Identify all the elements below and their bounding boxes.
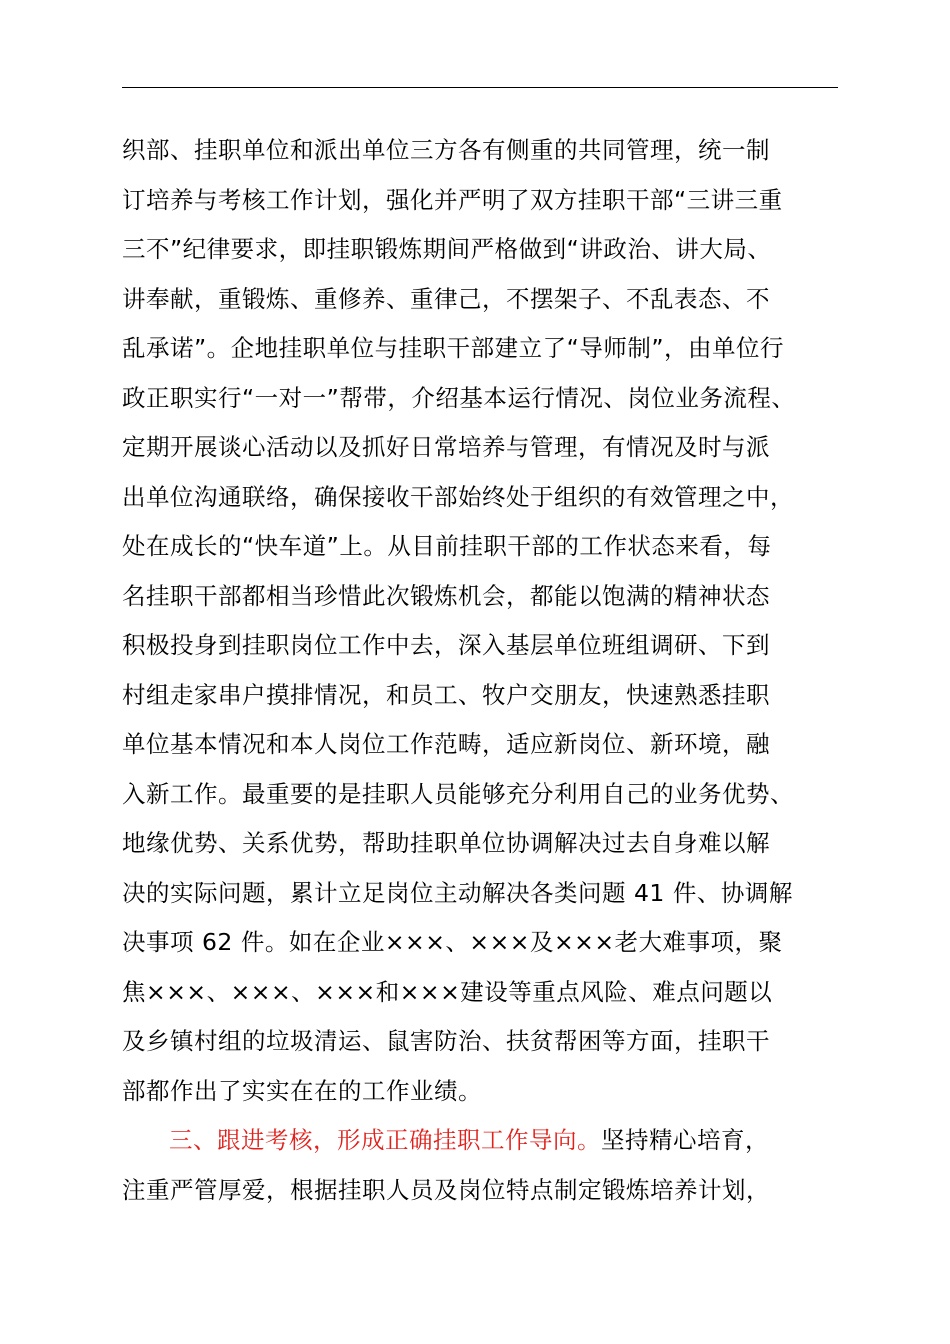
- text-line: 部都作出了实实在在的工作业绩。: [122, 1076, 482, 1105]
- text-line: 单位基本情况和本人岗位工作范畴，适应新岗位、新环境，融: [122, 730, 770, 758]
- text-line: 焦×××、×××、×××和×××建设等重点风险、难点问题以: [122, 977, 773, 1006]
- text-line: 及乡镇村组的垃圾清运、鼠害防治、扶贫帮困等方面，挂职干: [122, 1027, 770, 1055]
- text-line: 订培养与考核工作计划，强化并严明了双方挂职干部“三讲三重: [122, 185, 783, 214]
- text-line: 积极投身到挂职岗位工作中去，深入基层单位班组调研、下到: [122, 631, 770, 659]
- paragraph-1: [122, 126, 852, 1116]
- text-line: 定期开展谈心活动以及抓好日常培养与管理，有情况及时与派: [122, 433, 770, 461]
- text-line: 政正职实行“一对一”帮带，介绍基本运行情况、岗位业务流程、: [122, 383, 796, 412]
- text-line: 入新工作。最重要的是挂职人员能够充分利用自己的业务优势、: [122, 779, 794, 808]
- text-line: 乱承诺”。企地挂职单位与挂职干部建立了“导师制”，由单位行: [122, 334, 785, 362]
- header-rule: [122, 87, 838, 88]
- text-line: 注重严管厚爱，根据挂职人员及岗位特点制定锻炼培养计划，: [122, 1175, 770, 1204]
- text-line: 决事项 62 件。如在企业×××、×××及×××老大难事项，聚: [122, 928, 783, 956]
- text-line: 出单位沟通联络，确保接收干部始终处于组织的有效管理之中，: [122, 482, 794, 511]
- body-text: [122, 126, 852, 1215]
- section-3-first-line: [122, 1116, 852, 1166]
- text-line: 三不”纪律要求，即挂职锻炼期间严格做到“讲政治、讲大局、: [122, 235, 772, 263]
- text-line: 处在成长的“快车道”上。从目前挂职干部的工作状态来看，每: [122, 532, 772, 560]
- text-line: 地缘优势、关系优势，帮助挂职单位协调解决过去自身难以解: [122, 829, 770, 857]
- text-line: 决的实际问题，累计立足岗位主动解决各类问题 41 件、协调解: [122, 878, 793, 907]
- section-3-heading: 三、跟进考核，形成正确挂职工作导向。: [169, 1126, 601, 1154]
- section-3-first-line-rest: 坚持精心培育，: [601, 1126, 769, 1154]
- text-line: 织部、挂职单位和派出单位三方各有侧重的共同管理，统一制: [122, 136, 770, 164]
- text-line: 村组走家串户摸排情况，和员工、牧户交朋友，快速熟悉挂职: [122, 680, 770, 709]
- text-line: 名挂职干部都相当珍惜此次锻炼机会，都能以饱满的精神状态: [122, 581, 770, 610]
- text-line: 讲奉献，重锻炼、重修养、重律己，不摆架子、不乱表态、不: [122, 284, 770, 313]
- section-3: [122, 1116, 852, 1215]
